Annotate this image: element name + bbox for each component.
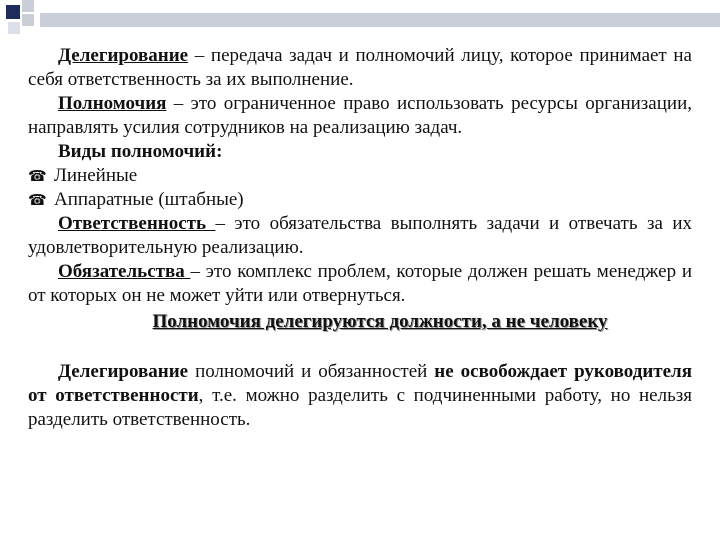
list-item (28, 188, 692, 212)
telephone-icon: ☎ (28, 191, 47, 209)
kinds-heading: Виды полномочий: (58, 141, 223, 162)
emphasis-line (28, 310, 692, 334)
decor-square (22, 0, 34, 12)
final-bold-1: Делегирование (58, 361, 189, 382)
decor-square (8, 22, 20, 34)
definition-text: – передача задач и полномочий лицу, которое принимает на себя ответственность за их выполнение. (28, 45, 692, 90)
definition-text: – это обязательства выполнять задачи и отвечать за их удовлетворительную реализацию. (28, 213, 692, 258)
term: Обязательства (58, 261, 191, 282)
decor-square (6, 5, 20, 19)
definition-obligations (28, 260, 692, 308)
definition-authority (28, 92, 692, 140)
definition-text: – это комплекс проблем, которые должен решать менеджер и от которых он не может уйти или отвернуться. (28, 261, 692, 306)
emphasis-text: Полномочия делегируются должности, а не человеку (152, 311, 608, 332)
final-text-1: полномочий и обязанностей (188, 361, 435, 382)
definition-responsibility (28, 212, 692, 260)
final-paragraph (28, 360, 692, 432)
term: Делегирование (58, 45, 189, 66)
term: Полномочия (58, 93, 167, 114)
header-bar (40, 13, 720, 27)
slide-decoration (0, 0, 720, 40)
final-bold-2: не освобождает руководителя от ответственности (28, 361, 692, 406)
term: Ответственность (58, 213, 216, 234)
decor-square (22, 14, 34, 26)
slide-content (28, 44, 692, 432)
definition-delegation (28, 44, 692, 92)
list-item-label: Аппаратные (штабные) (54, 189, 244, 210)
list-item-label: Линейные (54, 165, 138, 186)
definition-text: – это ограниченное право использовать ресурсы организации, направлять усилия сотрудников на реализацию задач. (28, 93, 692, 138)
telephone-icon: ☎ (28, 167, 47, 185)
list-item (28, 164, 692, 188)
final-text-2: , т.е. можно разделить с подчиненными работу, но нельзя разделить ответственность. (28, 385, 692, 430)
